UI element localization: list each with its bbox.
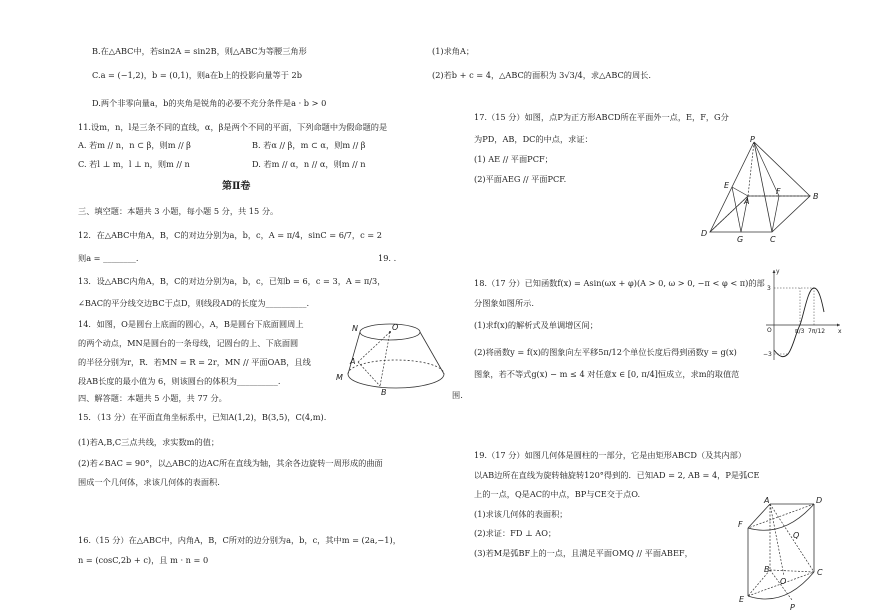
label-f: F — [738, 520, 743, 529]
q11-option-c: C. 若l ⊥ m，l ⊥ n，则m // n — [78, 159, 190, 169]
q18-part2-cont: 图象，若不等式g(x) − m ≤ 4 对任意x ∈ [0, π/4]恒成立，求m的取值范 — [474, 369, 740, 379]
section-answer-heading: 四、解答题：本题共 5 小题，共 77 分。 — [78, 393, 227, 403]
label-b: B — [813, 192, 819, 201]
label-f: F — [776, 187, 781, 196]
q19-part2: (2)求证：FD ⊥ AO； — [474, 528, 557, 538]
label-o: O — [392, 323, 399, 332]
q15-stem: 15．（13 分）在平面直角坐标系中，已知A(1,2)，B(3,5)，C(4,m). — [78, 412, 327, 422]
stray-note: 19. . — [378, 253, 397, 263]
label-g: G — [737, 235, 744, 244]
q11-option-b: B. 若α // β，m ⊂ α，则m // β — [252, 140, 366, 150]
q11-option-d: D. 若m // α，n // α，则m // n — [252, 159, 366, 169]
q14-stem-4: 段AB长度的最小值为 6，则该圆台的体积为__________. — [78, 376, 281, 386]
q19-stem-2: 以AB边所在直线为旋转轴旋转120°得到的．已知AD = 2, AB = 4，P是弧CE — [474, 470, 760, 480]
q19-stem: 19.（17 分）如图几何体是圆柱的一部分，它是由矩形ABCD（及其内部） — [474, 450, 747, 460]
q19-part3: (3)若M是弧BF上的一点，且满足平面OMQ // 平面ABEF， — [474, 548, 693, 558]
label-a: A — [744, 197, 750, 206]
axis-label-y: y — [776, 268, 780, 275]
axis-label-x: x — [838, 328, 842, 335]
label-q: Q — [793, 531, 800, 540]
pyramid-figure — [696, 136, 826, 244]
q11-stem: 11.设m，n，l是三条不同的直线，α，β是两个不同的平面，下列命题中为假命题的是 — [78, 122, 388, 132]
q17-stem-2: 为PD，AB，DC的中点，求证： — [474, 134, 593, 144]
q10-option-c: C.a = (−1,2)，b = (0,1)，则a在b上的投影向量等于 2b — [92, 70, 302, 80]
q19-part1: (1)求该几何体的表面积； — [474, 509, 568, 519]
q15-part1: (1)若A,B,C三点共线，求实数m的值； — [78, 437, 220, 447]
y-tick-top: 3 — [767, 285, 771, 292]
label-b: B — [764, 565, 770, 574]
q12-stem: 12．在△ABC中角A，B，C的对边分别为a，b，c，A = π/4，sinC = 6/7，c = 2 — [78, 230, 382, 240]
q19-stem-3: 上的一点，Q是AC的中点，BP与CE交于点O. — [474, 489, 641, 499]
q12-answer-blank: 则a = ________. — [78, 253, 139, 263]
label-o: O — [780, 577, 787, 586]
q16-part1: (1)求角A； — [432, 46, 475, 56]
q16-part2: (2)若b + c = 4，△ABC的面积为 3√3/4，求△ABC的周长. — [432, 70, 651, 80]
q16-stem: 16.（15 分）在△ABC中，内角A，B，C所对的边分别为a，b，c，其中m = (2a,−1)， — [78, 535, 401, 545]
q17-part2: (2)平面AEG // 平面PCF. — [474, 174, 567, 184]
label-d: D — [816, 496, 823, 505]
cylinder-figure — [736, 494, 832, 612]
q15-part2-cont: 围成一个几何体，求该几何体的表面积. — [78, 477, 220, 487]
q13-stem: 13．设△ABC内角A，B，C的对边分别为a，b，c，已知b = 6，c = 3，A = π/3， — [78, 276, 386, 286]
label-m: M — [336, 373, 343, 382]
q10-option-d: D.两个非零向量a，b的夹角是锐角的必要不充分条件是a · b > 0 — [92, 98, 327, 108]
label-a: A — [764, 496, 770, 505]
q18-stem-2: 分图象如图所示. — [474, 298, 534, 308]
q18-part2-end: 围. — [452, 390, 463, 400]
q14-stem: 14．如图，O是圆台上底面的圆心，A，B是圆台下底面圆周上 — [78, 319, 304, 329]
part-two-heading: 第Ⅱ卷 — [222, 181, 251, 192]
q17-part1: (1) AE // 平面PCF； — [474, 154, 553, 164]
y-tick-bottom: −3 — [763, 351, 772, 358]
frustum-figure — [324, 318, 454, 400]
q18-part2: (2)将函数y = f(x)的图象向左平移5π/12个单位长度后得到函数y = g(x) — [474, 347, 737, 357]
q17-stem: 17.（15 分）如图，点P为正方形ABCD所在平面外一点，E，F，G分 — [474, 112, 729, 122]
q13-stem-2: ∠BAC的平分线交边BC于点D，则线段AD的长度为__________. — [78, 298, 310, 308]
label-p: P — [750, 136, 755, 144]
q15-part2: (2)若∠BAC = 90°，以△ABC的边AC所在直线为轴，其余各边旋转一周形成的曲面 — [78, 458, 383, 468]
q10-option-b: B.在△ABC中，若sin2A = sin2B，则△ABC为等腰三角形 — [92, 46, 307, 56]
q18-part1: (1)求f(x)的解析式及单调增区间； — [474, 320, 598, 330]
q18-stem: 18.（17 分）已知函数f(x) = Asin(ωx + φ)(A > 0, ω > 0, −π < φ < π)的部 — [474, 278, 765, 288]
label-a: A — [350, 357, 356, 366]
label-e: E — [739, 595, 745, 604]
label-d: D — [701, 229, 708, 238]
label-c: C — [817, 568, 823, 577]
label-e: E — [724, 181, 730, 190]
q16-stem-2: n = (cosC,2b + c)，且 m · n = 0 — [78, 555, 209, 565]
label-b: B — [381, 388, 387, 397]
label-n: N — [352, 324, 358, 333]
section-fill-in-heading: 三、填空题：本题共 3 小题，每小题 5 分，共 15 分。 — [78, 206, 279, 216]
x-tick-2: 7π/12 — [808, 328, 826, 335]
q11-option-a: A. 若m // n，n ⊂ β，则m // β — [78, 140, 191, 150]
x-tick-1: π/3 — [795, 328, 805, 335]
origin-label: O — [767, 327, 772, 334]
q14-stem-3: 的半径分别为r，R．若MN = R = 2r，MN // 平面OAB，且线 — [78, 357, 311, 367]
sine-graph-figure — [762, 266, 844, 362]
q14-stem-2: 的两个动点，MN是圆台的一条母线，记圆台的上、下底面圆 — [78, 338, 299, 348]
label-p: P — [790, 603, 795, 612]
label-c: C — [770, 235, 776, 244]
